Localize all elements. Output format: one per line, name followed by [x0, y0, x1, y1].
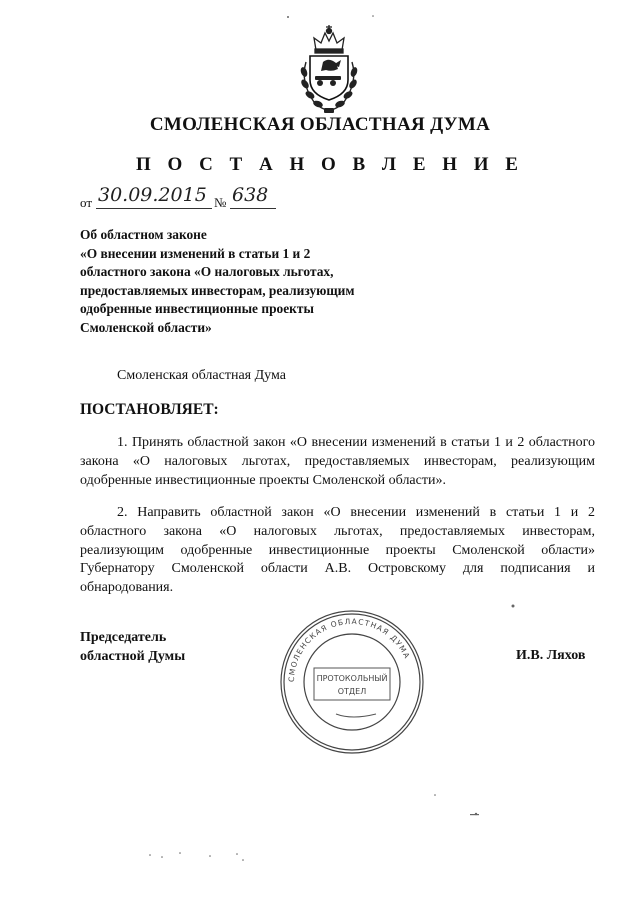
subject-line: «О внесении изменений в статьи 1 и 2 — [80, 245, 311, 261]
coat-of-arms-emblem — [296, 22, 362, 116]
resolves-heading: ПОСТАНОВЛЯЕТ: — [80, 401, 219, 418]
stamp-center-line2: ОТДЕЛ — [337, 687, 367, 696]
number-underline — [230, 208, 276, 209]
date-from-label: от — [80, 195, 93, 210]
signatory-title-line: областной Думы — [80, 648, 186, 664]
signatory-title — [80, 629, 185, 666]
svg-text:СМОЛЕНСКАЯ ОБЛАСТНАЯ ДУМА — [287, 617, 412, 682]
organization-title: СМОЛЕНСКАЯ ОБЛАСТНАЯ ДУМА — [149, 114, 491, 135]
number-label: № — [214, 195, 227, 210]
subject-line: областного закона «О налоговых льготах, — [80, 264, 334, 280]
duma-intro-text: Смоленская областная Дума — [117, 368, 286, 383]
handwritten-number: 638 — [232, 184, 269, 206]
resolution-item-2: 2. Направить областной закон «О внесении изменений в статьи 1 и 2 областного закона «О налоговых льготах, предоставляемых инвесторам, реализующим одобренные инвестиционные проекты Смоленской области» Губернатору Смоленской области А.В. Островскому для подписания и обнародования. — [80, 505, 595, 596]
date-underline — [96, 208, 212, 209]
subject-line: Смоленской области» — [80, 319, 212, 335]
signatory-name: И.В. Ляхов — [516, 648, 586, 663]
stamp-center-line1: ПРОТОКОЛЬНЫЙ — [316, 674, 388, 683]
document-type-title: П О С Т А Н О В Л Е Н И Е — [136, 154, 524, 175]
stamp-ring-text: СМОЛЕНСКАЯ ОБЛАСТНАЯ ДУМА — [286, 616, 412, 683]
subject-line: предоставляемых инвесторам, реализующим — [80, 282, 355, 298]
subject-line: Об областном законе — [80, 227, 207, 242]
resolution-item-1: 1. Принять областной закон «О внесении изменений в статьи 1 и 2 областного закона «О налоговых льготах, предоставляемых инвесторам, реализующим одобренные инвестиционные проекты Смоленской области». — [80, 435, 595, 488]
document-subject — [80, 226, 440, 338]
signatory-title-line: Председатель — [80, 630, 167, 645]
subject-line: одобренные инвестиционные проекты — [80, 301, 314, 317]
official-stamp — [278, 608, 426, 756]
handwritten-date: 30.09.2015 — [98, 184, 207, 206]
